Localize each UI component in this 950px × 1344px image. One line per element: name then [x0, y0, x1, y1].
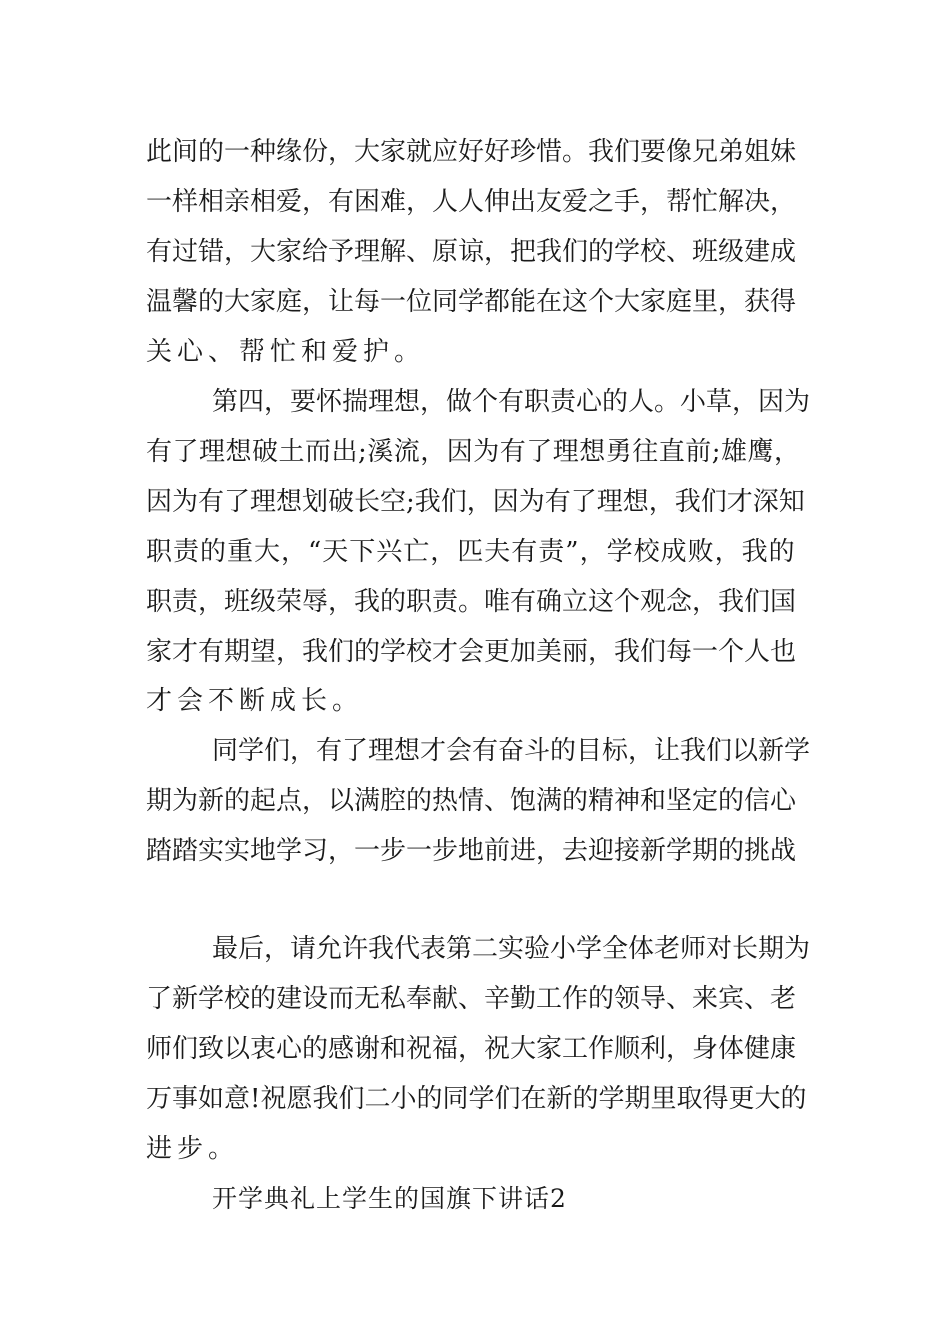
text-line: 此间的一种缘份，大家就应好好珍惜。我们要像兄弟姐妹 — [146, 137, 797, 167]
text-line: 第四，要怀揣理想，做个有职责心的人。小草，因为 — [212, 387, 811, 417]
text-line: 关心、帮忙和爱护。 — [146, 337, 426, 367]
text-line: 职责的重大，“天下兴亡，匹夫有责”，学校成败，我的 — [146, 537, 796, 567]
section-title: 开学典礼上学生的国旗下讲话2 — [212, 1184, 567, 1213]
text-line: 同学们，有了理想才会有奋斗的目标，让我们以新学 — [212, 736, 811, 766]
text-line: 进步。 — [146, 1134, 240, 1164]
text-line: 职责，班级荣辱，我的职责。唯有确立这个观念，我们国 — [146, 587, 797, 617]
text-line: 了新学校的建设而无私奉献、辛勤工作的领导、来宾、老 — [146, 984, 797, 1014]
text-line: 一样相亲相爱，有困难，人人伸出友爱之手，帮忙解决， — [146, 187, 797, 217]
text-line: 师们致以衷心的感谢和祝福，祝大家工作顺利，身体健康 — [146, 1034, 797, 1064]
text-line: 踏踏实实地学习，一步一步地前进，去迎接新学期的挑战 — [146, 836, 797, 866]
text-line: 家才有期望，我们的学校才会更加美丽，我们每一个人也 — [146, 637, 797, 667]
text-line: 才会不断成长。 — [146, 686, 364, 716]
text-line: 温馨的大家庭，让每一位同学都能在这个大家庭里，获得 — [146, 287, 797, 317]
text-line: 有了理想破土而出;溪流，因为有了理想勇往直前;雄鹰， — [146, 437, 801, 467]
text-line: 因为有了理想划破长空;我们，因为有了理想，我们才深知 — [146, 487, 805, 517]
text-line: 万事如意!祝愿我们二小的同学们在新的学期里取得更大的 — [146, 1084, 807, 1114]
text-line: 最后，请允许我代表第二实验小学全体老师对长期为 — [212, 934, 811, 964]
text-line: 期为新的起点，以满腔的热情、饱满的精神和坚定的信心 — [146, 786, 797, 816]
text-line: 有过错，大家给予理解、原谅，把我们的学校、班级建成 — [146, 237, 797, 267]
